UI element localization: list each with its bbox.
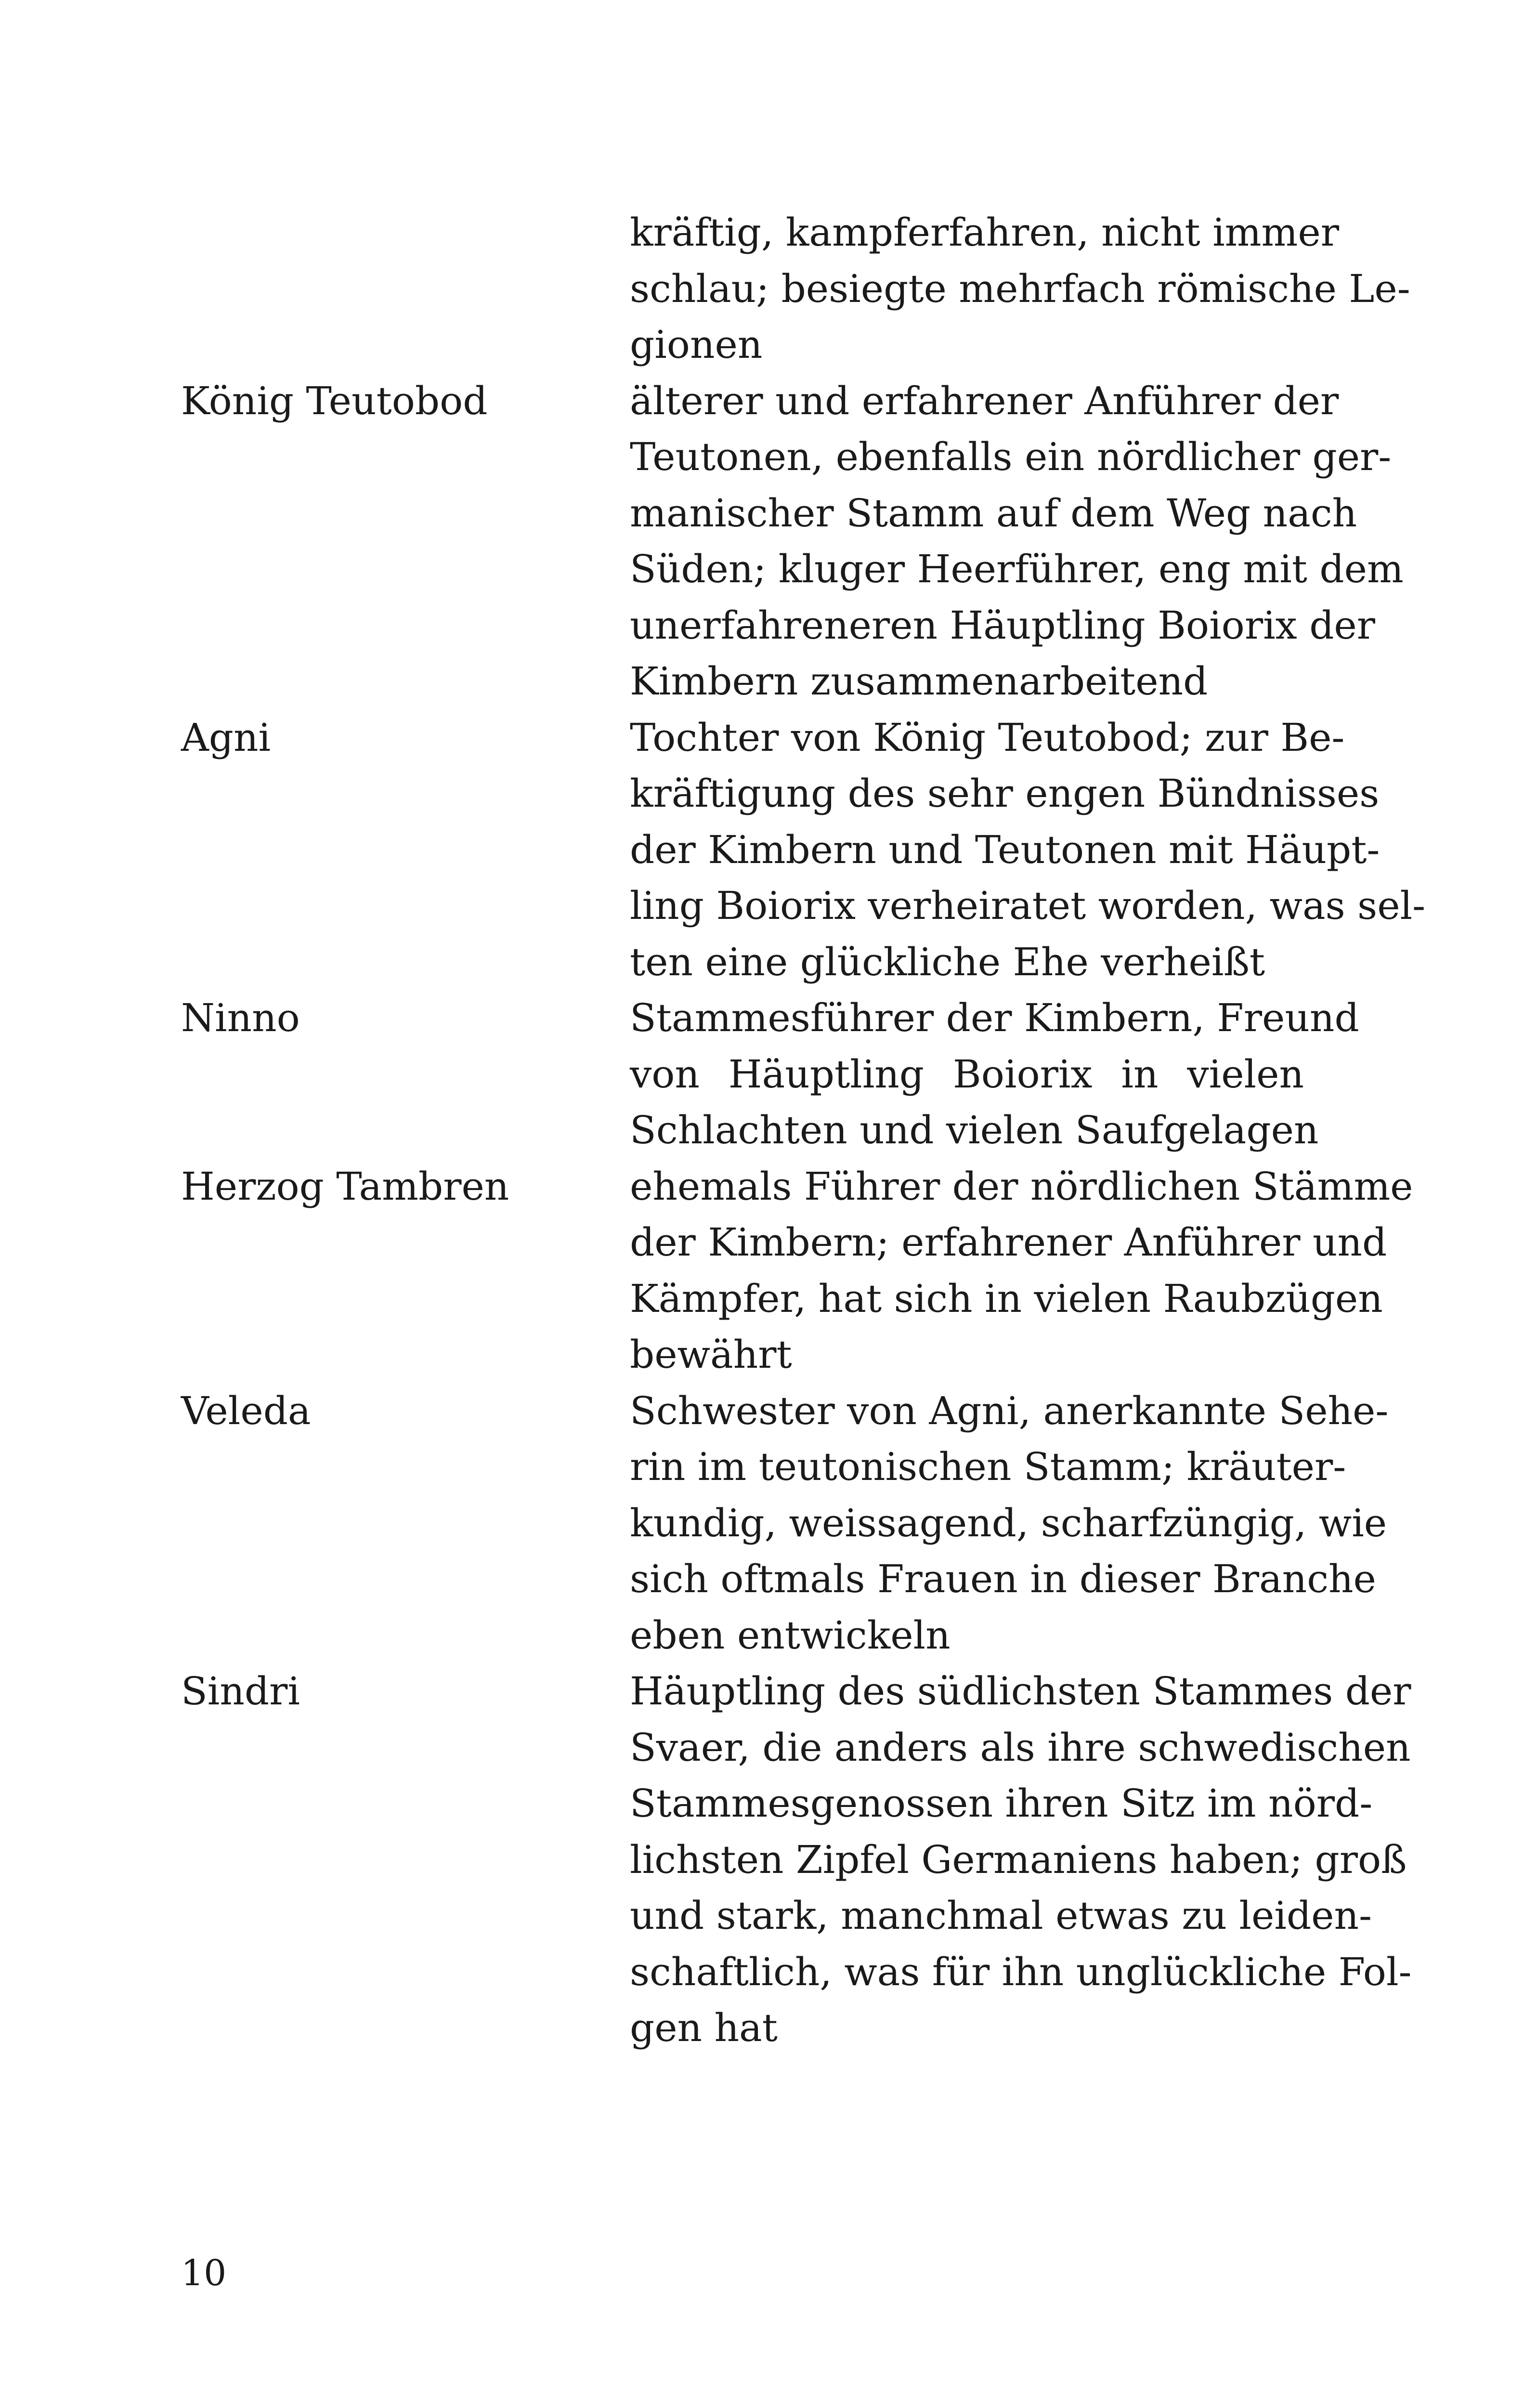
description-line: ling Boiorix verheiratet worden, was sel- (630, 883, 1426, 928)
description-line: sich oftmals Frauen in dieser Branche (630, 1557, 1376, 1601)
description-line: ten eine glückliche Ehe verheißt (630, 939, 1265, 984)
character-entry (0, 205, 1537, 373)
character-description (630, 990, 1359, 1159)
description-line: gen hat (630, 2005, 778, 2050)
character-entry (0, 1383, 1537, 1664)
description-line: Häuptling des südlichsten Stammes der (630, 1669, 1411, 1714)
description-line: kräftigung des sehr engen Bündnisses (630, 771, 1380, 816)
description-line: älterer und erfahrener Anführer der (630, 378, 1339, 423)
description-line: schaftlich, was für ihn unglückliche Fol- (630, 1949, 1412, 1994)
description-line: Stammesgenossen ihren Sitz im nörd- (630, 1781, 1373, 1826)
character-entry (0, 373, 1537, 710)
description-line: Svaer, die anders als ihre schwedischen (630, 1725, 1411, 1770)
description-line: und stark, manchmal etwas zu leiden- (630, 1893, 1372, 1938)
description-line: der Kimbern; erfahrener Anführer und (630, 1220, 1387, 1265)
character-entry (0, 990, 1537, 1159)
description-line: Schlachten und vielen Saufgelagen (630, 1108, 1319, 1152)
character-entry (0, 1159, 1537, 1383)
description-line: kundig, weissagend, scharfzüngig, wie (630, 1500, 1387, 1545)
character-description (630, 1383, 1389, 1664)
character-description (630, 373, 1404, 710)
character-name: Sindri (181, 1669, 300, 1714)
character-name: König Teutobod (181, 378, 488, 423)
description-line: der Kimbern und Teutonen mit Häupt- (630, 827, 1380, 872)
description-line: kräftig, kampferfahren, nicht immer (630, 210, 1339, 255)
description-line: gionen (630, 322, 763, 367)
character-list (0, 205, 1537, 2056)
description-line: von Häuptling Boiorix in vielen (630, 1051, 1304, 1097)
description-line: lichsten Zipfel Germaniens haben; groß (630, 1837, 1407, 1882)
description-line: rin im teutonischen Stamm; kräuter- (630, 1444, 1346, 1489)
character-description (630, 710, 1426, 991)
description-line: Kämpfer, hat sich in vielen Raubzügen (630, 1276, 1383, 1321)
character-description (630, 205, 1410, 373)
character-name: Agni (181, 715, 271, 760)
description-line: bewährt (630, 1332, 792, 1377)
description-line: Süden; kluger Heerführer, eng mit dem (630, 547, 1404, 591)
character-description (630, 1159, 1413, 1383)
character-name: Veleda (181, 1388, 311, 1433)
page-number: 10 (181, 2252, 227, 2294)
character-description (630, 1663, 1412, 2056)
description-line: Kimbern zusammenarbeitend (630, 659, 1208, 704)
description-line: ehemals Führer der nördlichen Stämme (630, 1164, 1413, 1209)
character-entry (0, 710, 1537, 991)
description-line: Teutonen, ebenfalls ein nördlicher ger- (630, 434, 1392, 479)
character-name: Herzog Tambren (181, 1164, 509, 1209)
description-line: Schwester von Agni, anerkannte Sehe- (630, 1388, 1389, 1433)
description-line: unerfahreneren Häuptling Boiorix der (630, 602, 1376, 648)
description-line: manischer Stamm auf dem Weg nach (630, 490, 1357, 536)
description-line: Tochter von König Teutobod; zur Be- (630, 715, 1345, 760)
description-line: Stammesführer der Kimbern, Freund (630, 995, 1359, 1040)
character-entry (0, 1663, 1537, 2056)
description-line: schlau; besiegte mehrfach römische Le- (630, 266, 1410, 311)
character-name: Ninno (181, 995, 300, 1040)
description-line: eben entwickeln (630, 1612, 951, 1658)
